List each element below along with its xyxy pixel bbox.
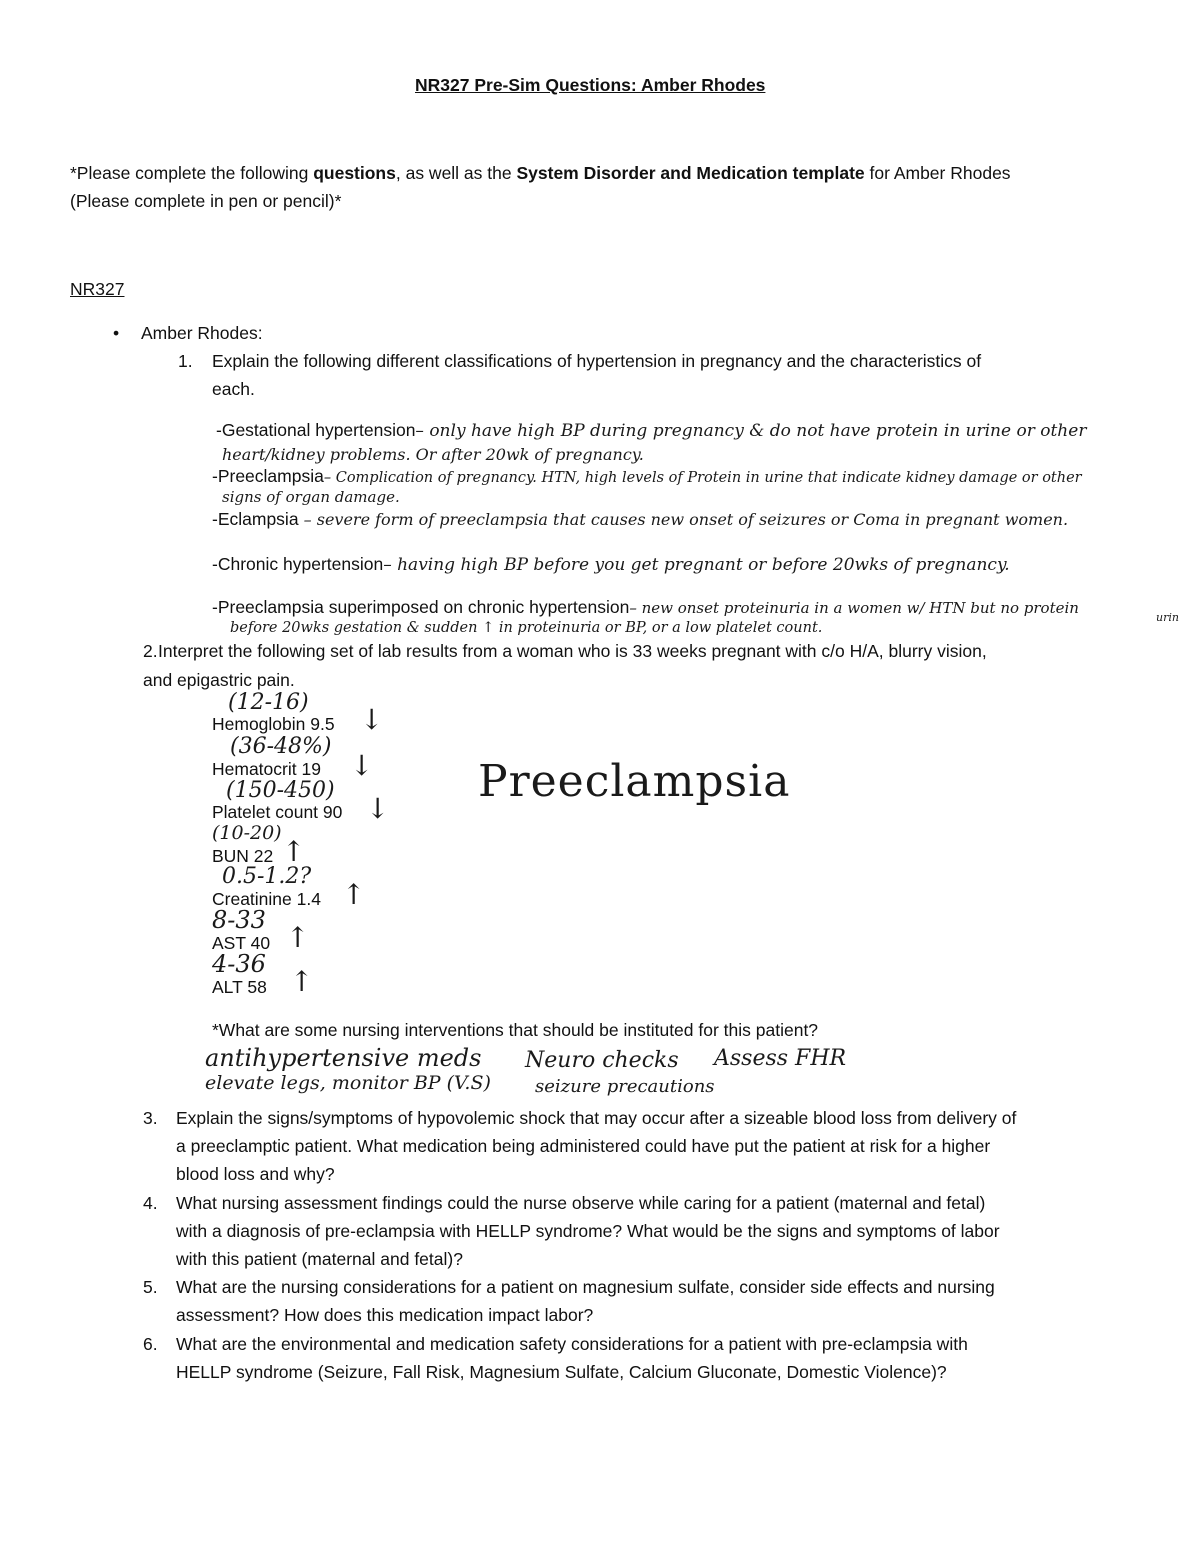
q1-item-superimposed <box>212 599 1079 618</box>
q1-item-gestational <box>216 422 1086 441</box>
q2-interventions-question: *What are some nursing interventions that should be instituted for this patient? <box>212 1020 819 1040</box>
q6-number: 6. <box>143 1334 158 1354</box>
q4-line: What nursing assessment findings could the nurse observe while caring for a patient (maternal and fetal) <box>176 1193 986 1213</box>
handwritten-intervention: seizure precautions <box>535 1076 715 1097</box>
q5-line: assessment? How does this medication impact labor? <box>176 1305 594 1325</box>
handwritten-answer: signs of organ damage. <box>222 488 400 506</box>
q1-item-eclampsia <box>212 511 1068 530</box>
intro-bold-template: System Disorder and Medication template <box>516 163 865 183</box>
handwritten-intervention: antihypertensive meds <box>205 1044 482 1072</box>
lab-range-handwritten: (150-450) <box>226 778 335 803</box>
q1-item-label: -Gestational hypertension <box>216 420 416 440</box>
q6-line: What are the environmental and medication safety considerations for a patient with pre-eclampsia with <box>176 1334 968 1354</box>
lab-arrow-handwritten: ↑ <box>290 965 314 998</box>
handwritten-answer: urin <box>1156 611 1179 624</box>
handwritten-answer: – severe form of preeclampsia that causes new onset of seizures or Coma in pregnant women. <box>298 510 1069 529</box>
q1-item-label: -Eclampsia <box>212 509 299 529</box>
lab-range-handwritten: (10-20) <box>212 822 282 844</box>
q1-item-chronic <box>212 556 1010 575</box>
handwritten-intervention: elevate legs, monitor BP (V.S) <box>205 1072 491 1094</box>
q6-line: HELLP syndrome (Seizure, Fall Risk, Magnesium Sulfate, Calcium Gluconate, Domestic Violence)? <box>176 1362 947 1382</box>
lab-range-handwritten: 8-33 <box>212 906 266 934</box>
q2-number: 2. <box>143 641 158 661</box>
q1-item-label: -Preeclampsia superimposed on chronic hypertension <box>212 597 630 617</box>
lab-arrow-handwritten: ↑ <box>282 835 306 868</box>
q2-line-2: and epigastric pain. <box>143 670 295 690</box>
handwritten-answer: before 20wks gestation & sudden ↑ in proteinuria or BP, or a low platelet count. <box>230 620 823 636</box>
intro-bold-questions: questions <box>313 163 396 183</box>
intro-text-1: *Please complete the following <box>70 163 314 183</box>
q3-line: Explain the signs/symptoms of hypovolemic shock that may occur after a sizeable blood loss from delivery of <box>176 1108 1017 1128</box>
lab-arrow-handwritten: ↑ <box>286 921 310 954</box>
q5-line: What are the nursing considerations for a patient on magnesium sulfate, consider side effects and nursing <box>176 1277 995 1297</box>
intro-line-1 <box>70 165 1011 183</box>
handwritten-answer: – only have high BP during pregnancy & do not have protein in urine or other <box>415 421 1087 441</box>
handwritten-intervention: Assess FHR <box>714 1046 847 1071</box>
lab-ast: AST 40 <box>212 933 271 953</box>
q1-item-label: -Preeclampsia <box>212 466 324 486</box>
lab-platelet: Platelet count 90 <box>212 802 343 822</box>
handwritten-answer: heart/kidney problems. Or after 20wk of pregnancy. <box>222 445 644 464</box>
handwritten-answer: – having high BP before you get pregnant or before 20wks of pregnancy. <box>383 555 1010 575</box>
bullet-amber-rhodes: Amber Rhodes: <box>141 323 263 343</box>
intro-line-2: (Please complete in pen or pencil)* <box>70 191 342 211</box>
lab-creatinine: Creatinine 1.4 <box>212 889 321 909</box>
lab-range-handwritten: (12-16) <box>228 690 309 715</box>
q4-line: with this patient (maternal and fetal)? <box>176 1249 463 1269</box>
bullet-dot: • <box>113 323 120 343</box>
q2-line-1: Interpret the following set of lab results from a woman who is 33 weeks pregnant with c/o H/A, blurry vision, <box>158 641 987 661</box>
section-heading: NR327 <box>70 279 125 299</box>
q1-line-2: each. <box>212 379 255 399</box>
q1-line-1: Explain the following different classifications of hypertension in pregnancy and the characteristics of <box>212 351 982 371</box>
handwritten-intervention: Neuro checks <box>525 1048 679 1073</box>
q3-line: a preeclamptic patient. What medication being administered could have put the patient at risk for a higher <box>176 1136 991 1156</box>
q1-item-label: -Chronic hypertension <box>212 554 384 574</box>
lab-bun: BUN 22 <box>212 846 274 866</box>
intro-text-3: for Amber Rhodes <box>864 163 1011 183</box>
lab-hemoglobin: Hemoglobin 9.5 <box>212 714 335 734</box>
q1-number: 1. <box>178 351 193 371</box>
q5-number: 5. <box>143 1277 158 1297</box>
lab-arrow-handwritten: ↓ <box>360 703 384 736</box>
handwritten-answer: – new onset proteinuria in a women w/ HTN but no protein <box>629 599 1079 617</box>
lab-arrow-handwritten: ↑ <box>342 878 366 911</box>
handwritten-answer: – Complication of pregnancy. HTN, high levels of Protein in urine that indicate kidney damage or other <box>323 470 1082 486</box>
lab-range-handwritten: (36-48%) <box>230 734 332 759</box>
lab-hematocrit: Hematocrit 19 <box>212 759 321 779</box>
lab-alt: ALT 58 <box>212 977 267 997</box>
page-title: NR327 Pre-Sim Questions: Amber Rhodes <box>415 75 766 95</box>
lab-range-handwritten: 4-36 <box>212 950 266 978</box>
lab-arrow-handwritten: ↓ <box>366 792 390 825</box>
q3-number: 3. <box>143 1108 158 1128</box>
q4-number: 4. <box>143 1193 158 1213</box>
lab-arrow-handwritten: ↓ <box>350 749 374 782</box>
lab-range-handwritten: 0.5-1.2? <box>222 864 312 889</box>
q3-line: blood loss and why? <box>176 1164 335 1184</box>
intro-text-2: , as well as the <box>395 163 517 183</box>
q1-item-preeclampsia <box>212 468 1082 487</box>
handwritten-diagnosis: Preeclampsia <box>478 756 791 807</box>
q4-line: with a diagnosis of pre-eclampsia with HELLP syndrome? What would be the signs and symptoms of labor <box>176 1221 1000 1241</box>
